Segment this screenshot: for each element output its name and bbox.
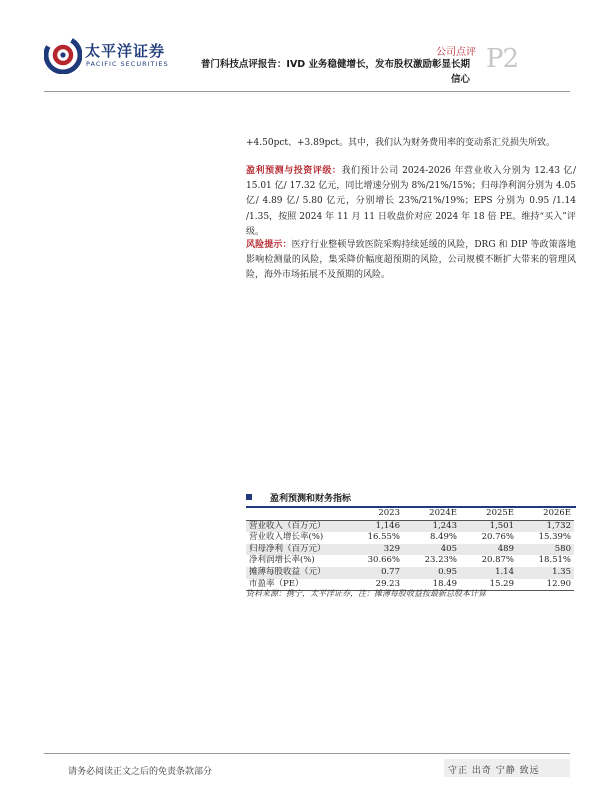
table-cell: 1,146 — [346, 520, 403, 532]
header-divider — [44, 91, 570, 92]
pacific-securities-logo-icon — [44, 36, 82, 74]
table-cell: 1.14 — [460, 567, 517, 579]
table-header-cell: 2023 — [346, 508, 403, 520]
table-cell: 16.55% — [367, 532, 400, 543]
report-type-label: 公司点评 — [436, 47, 476, 58]
paragraph-expense-note: +4.50pct、+3.89pct。其中，我们认为财务费用率的变动系汇兑损失所致。 — [246, 138, 555, 148]
table-cell: 405 — [403, 544, 460, 556]
table-cell: 30.66% — [367, 555, 400, 566]
table-header-row — [246, 508, 574, 520]
table-cell: 580 — [517, 544, 574, 556]
table-cell: 20.76% — [481, 532, 514, 543]
paragraph-forecast — [246, 164, 576, 240]
row-label: 营业收入（百万元） — [246, 520, 346, 532]
paragraph-risk — [246, 238, 576, 284]
table-cell: 8.49% — [429, 532, 457, 543]
table-header-cell: 2024E — [403, 508, 460, 520]
row-label: 净利润增长率(%) — [249, 555, 315, 566]
table-cell: 0.77 — [346, 567, 403, 579]
table-row — [246, 520, 574, 532]
financial-forecast-table — [246, 508, 574, 591]
table-cell: 18.51% — [538, 555, 571, 566]
page-number: P2 — [486, 44, 519, 74]
table-cell: 1,243 — [403, 520, 460, 532]
risk-text: 医疗行业整顿导致医院采购持续延缓的风险，DRG 和 DIP 等政策落地影响检测量的风险，集采降价幅度超预期的风险，公司规模不断扩大带来的管理风险，海外市场拓展不及预期的风险。 — [246, 240, 576, 281]
table-cell: 1.35 — [517, 567, 574, 579]
logo-english-name: PACIFIC SECURITIES — [86, 60, 169, 68]
table-row — [246, 532, 574, 544]
table-row — [246, 544, 574, 556]
table-cell: 0.95 — [403, 567, 460, 579]
table-header-cell: 2026E — [517, 508, 574, 520]
table-cell: 18.49 — [403, 579, 460, 591]
table-cell: 1,501 — [460, 520, 517, 532]
company-logo — [44, 36, 169, 74]
forecast-text: 我们预计公司 2024-2026 年营业收入分别为 12.43 亿/ 15.01 亿/ 17.32 亿元，同比增速分别为 8%/21%/15%；归母净利润分别为 4.05 亿/ 4.89 亿/ 5.80 亿元，分别增长 23%/21%/19%；EPS 分别为 0.95 /1.14 /1.35，按照 2024 年 11 月 11 日收盘价对应 2024 年 18 倍 PE。维持“买入”评级。 — [246, 166, 576, 237]
table-title: 盈利预测和财务指标 — [270, 494, 352, 504]
table-cell: 23.23% — [424, 555, 457, 566]
table-cell: 1,732 — [517, 520, 574, 532]
footer-disclaimer: 请务必阅读正文之后的免责条款部分 — [68, 767, 213, 777]
logo-chinese-name: 太平洋证券 — [85, 42, 166, 60]
table-source-note: 资料来源：携宁，太平洋证券，注：摊薄每股收益按最新总股本计算 — [246, 589, 486, 598]
table-row — [246, 555, 574, 567]
square-bullet-icon — [246, 494, 252, 500]
forecast-heading: 盈利预测与投资评级： — [246, 166, 342, 176]
report-title-line2: 信心 — [450, 74, 470, 85]
footer-divider — [44, 753, 570, 754]
table-cell: 15.39% — [538, 532, 571, 543]
report-title — [170, 57, 470, 87]
table-header-cell — [246, 508, 346, 520]
footer-slogan: 守正 出奇 宁静 致远 — [448, 766, 540, 776]
table-cell: 29.23 — [346, 579, 403, 591]
table-cell: 20.87% — [481, 555, 514, 566]
table-cell: 12.90 — [517, 579, 574, 591]
row-label: 归母净利（百万元） — [246, 544, 346, 556]
table-row — [246, 567, 574, 579]
table-cell: 329 — [346, 544, 403, 556]
table-cell: 15.29 — [460, 579, 517, 591]
table-header-cell: 2025E — [460, 508, 517, 520]
table-cell: 489 — [460, 544, 517, 556]
row-label: 营业收入增长率(%) — [249, 532, 324, 543]
row-label: 市盈率（PE） — [246, 579, 346, 591]
risk-heading: 风险提示： — [246, 240, 292, 250]
report-title-line1: 普门科技点评报告：IVD 业务稳健增长，发布股权激励彰显长期 — [200, 59, 470, 70]
row-label: 摊薄每股收益（元） — [246, 567, 346, 579]
